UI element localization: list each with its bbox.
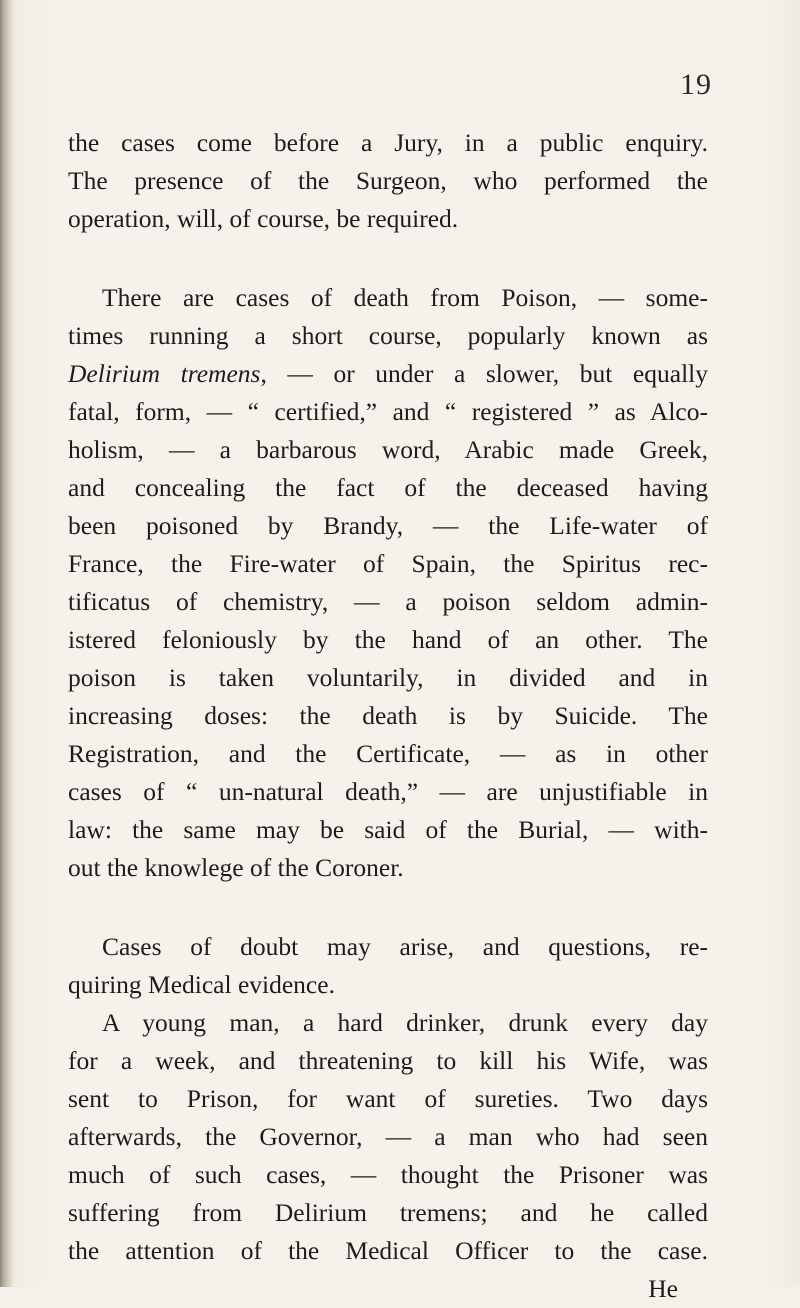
text-line: fatal, form, — “ certified,” and “ registered ” as Alco- bbox=[68, 397, 708, 426]
text-line: and concealing the fact of the deceased having bbox=[68, 473, 708, 502]
paragraph-gap bbox=[68, 238, 708, 279]
paragraph-gap bbox=[68, 887, 708, 928]
text-line: law: the same may be said of the Burial, — with- bbox=[68, 815, 708, 844]
text-line: the attention of the Medical Officer to the case. bbox=[68, 1236, 708, 1265]
page-binding-shadow bbox=[0, 0, 14, 1287]
body-text bbox=[68, 124, 708, 1308]
text-line: sent to Prison, for want of sureties. Two days bbox=[68, 1084, 708, 1113]
text-line: There are cases of death from Poison, — some- bbox=[102, 283, 708, 312]
text-line: for a week, and threatening to kill his Wife, was bbox=[68, 1046, 708, 1075]
text-line: tificatus of chemistry, — a poison seldom admin- bbox=[68, 587, 708, 616]
text-line: afterwards, the Governor, — a man who had seen bbox=[68, 1122, 708, 1151]
text-line: much of such cases, — thought the Prisoner was bbox=[68, 1160, 708, 1189]
text-fragment: , — or under a slower, but equally bbox=[260, 359, 708, 388]
text-line: Cases of doubt may arise, and questions, re- bbox=[102, 932, 708, 961]
text-line: quiring Medical evidence. bbox=[68, 970, 335, 999]
text-line: suffering from Delirium tremens; and he called bbox=[68, 1198, 708, 1227]
text-line: France, the Fire-water of Spain, the Spiritus rec- bbox=[68, 549, 708, 578]
text-line: out the knowlege of the Coroner. bbox=[68, 853, 404, 882]
italic-term: Delirium tremens bbox=[68, 359, 261, 388]
text-line: holism, — a barbarous word, Arabic made Greek, bbox=[68, 435, 708, 464]
text-line: A young man, a hard drinker, drunk every day bbox=[102, 1008, 708, 1037]
text-line: operation, will, of course, be required. bbox=[68, 204, 459, 233]
text-line: poison is taken voluntarily, in divided and in bbox=[68, 663, 708, 692]
text-line: been poisoned by Brandy, — the Life-water of bbox=[68, 511, 708, 540]
text-line: increasing doses: the death is by Suicide. The bbox=[68, 701, 708, 730]
text-line: Registration, and the Certificate, — as in other bbox=[68, 739, 708, 768]
text-line: istered feloniously by the hand of an other. The bbox=[68, 625, 708, 654]
text-line: the cases come before a Jury, in a public enquiry. bbox=[68, 128, 708, 157]
catchword: He bbox=[648, 1274, 678, 1303]
page-number: 19 bbox=[680, 68, 712, 101]
text-line: cases of “ un-natural death,” — are unjustifiable in bbox=[68, 777, 708, 806]
text-line: times running a short course, popularly known as bbox=[68, 321, 708, 350]
text-line: The presence of the Surgeon, who performed the bbox=[68, 166, 708, 195]
text-line-mixed bbox=[68, 355, 708, 393]
